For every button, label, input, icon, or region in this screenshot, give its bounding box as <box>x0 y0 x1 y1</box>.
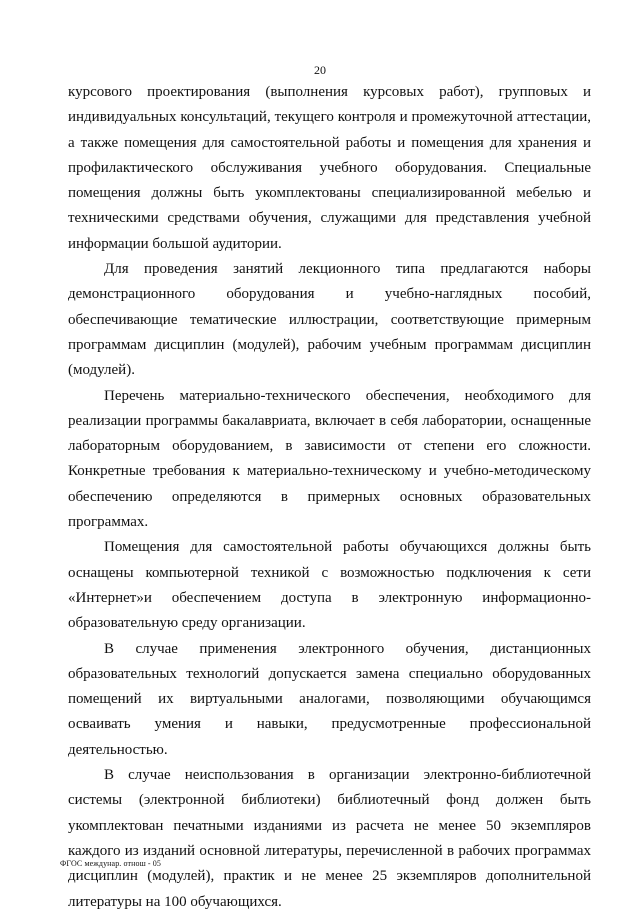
paragraph-library-fund: В случае неиспользования в организации электронно-библиотечной системы (электронной библиотеки) библиотечный фонд должен быть укомплектован печатными изданиями из расчета не менее 50 экземпляров каждого из изданий основной литературы, перечисленной в рабочих программах дисциплин (модулей), практик и не менее 25 экземпляров дополнительной литературы на 100 обучающихся. <box>68 767 591 910</box>
page-number: 20 <box>314 63 326 77</box>
paragraph-self-study-rooms: Помещения для самостоятельной работы обучающихся должны быть оснащены компьютерной техникой с возможностью подключения к сети «Интернет»и обеспечением доступа в электронную информационно-образовательную среду организации. <box>68 539 591 632</box>
paragraph-continuation: курсового проектирования (выполнения курсовых работ), групповых и индивидуальных консультаций, текущего контроля и промежуточной аттестации, а также помещения для самостоятельной работы и помещения для хранения и профилактического обслуживания учебного оборудования. Специальные помещения должны быть укомплектованы специализированной мебелью и техническими средствами обучения, служащими для представления учебной информации большой аудитории. <box>68 84 591 252</box>
paragraph-lecture-equipment: Для проведения занятий лекционного типа предлагаются наборы демонстрационного оборудования и учебно-наглядных пособий, обеспечивающие тематические иллюстрации, соответствующие примерным программам дисциплин (модулей), рабочим учебным программам дисциплин (модулей). <box>68 261 591 379</box>
document-body <box>68 80 591 915</box>
paragraph-material-technical-list: Перечень материально-технического обеспечения, необходимого для реализации программы бакалавриата, включает в себя лаборатории, оснащенные лабораторным оборудованием, в зависимости от степени его сложности. Конкретные требования к материально-техническому и учебно-методическому обеспечению определяются в примерных основных образовательных программах. <box>68 387 591 531</box>
paragraph-e-learning: В случае применения электронного обучения, дистанционных образовательных технологий допускается замена специально оборудованных помещений их виртуальными аналогами, позволяющими обучающимся осваивать умения и навыки, предусмотренные профессиональной деятельностью. <box>68 640 591 758</box>
footer-document-code: ФГОС междунар. отнош - 05 <box>60 859 161 868</box>
